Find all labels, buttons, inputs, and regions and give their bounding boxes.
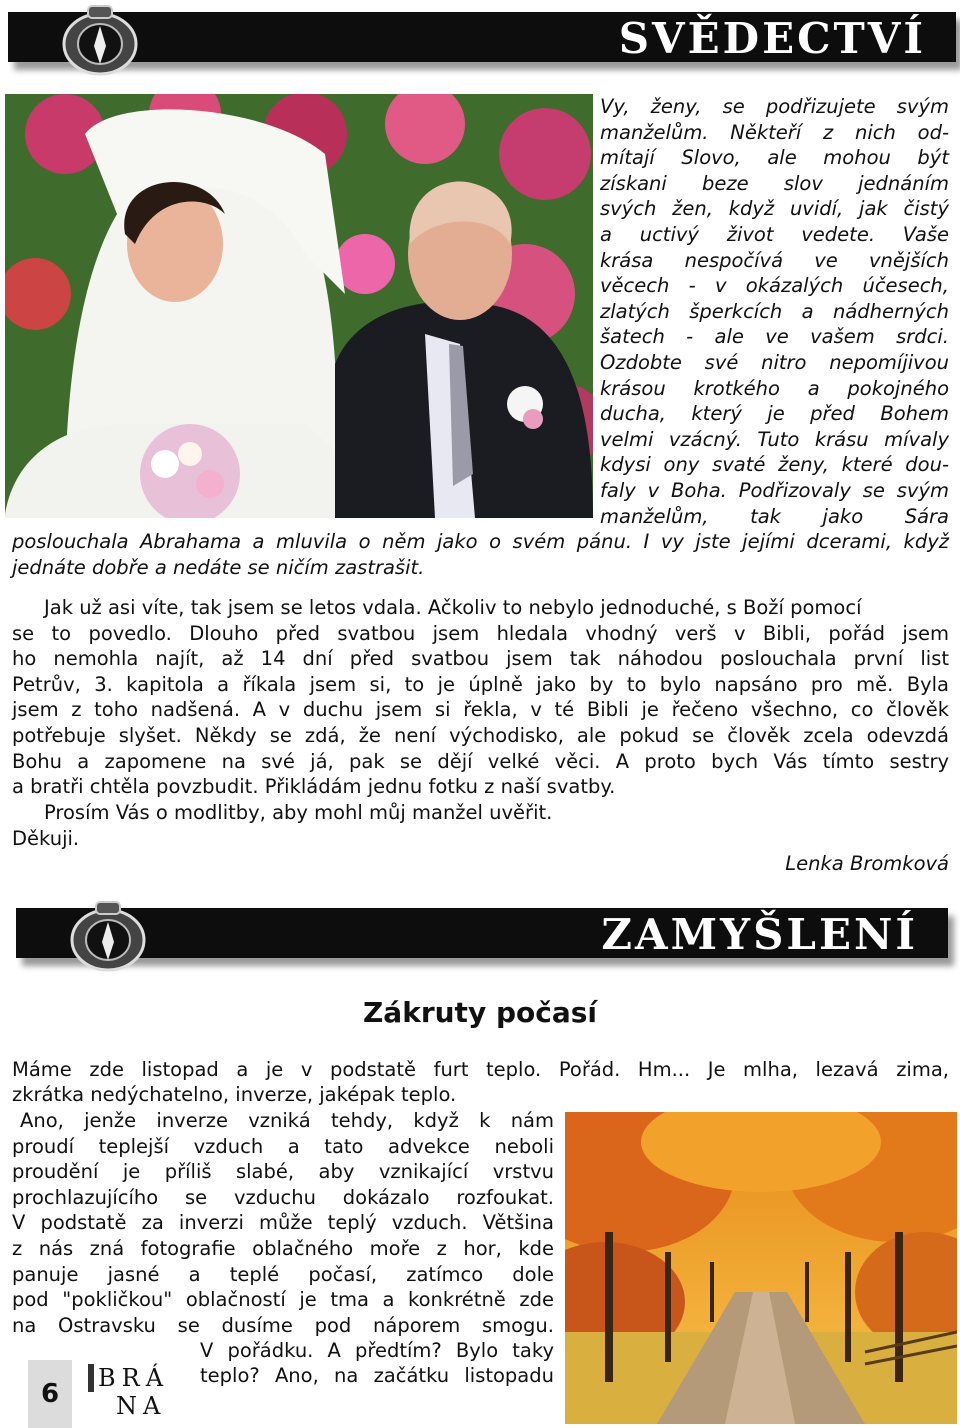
quote-line: manželům, tak jako Sára [600,504,949,528]
quote-full-line: poslouchala Abrahama a mluvila o něm jako o svém pánu. I vy jste jejími dcerami, když [12,530,949,553]
testimony-line: jsem z toho nadšená. A v duchu jsem si řekla, v té Bibli je řečeno všechno, co člověk [12,698,949,721]
article-line: prochlazujícího se vzduchu dokázalo rozfoukat. [12,1185,554,1209]
quote-line: faly v Boha. Podřizovaly se svým [600,478,949,502]
quote-line: ducha, který je před Bohem [600,402,949,426]
brana-logo [88,1364,172,1422]
article-line: teplo? Ano, na začátku listopadu [200,1364,554,1387]
testimony-line: a bratři chtěla povzbudit. Přikládám jednu fotku z naší svatby. [12,775,616,798]
brana-logo-row: NA [116,1392,167,1420]
quote-full-line: jednáte dobře a nedáte se ničím zastrašit. [12,556,425,579]
quote-line: krása nespočívá ve vnějších [600,248,949,272]
wedding-photo-illustration [5,94,593,518]
quote-line: získani beze slov jednáním [600,171,949,195]
testimony-line: se to povedlo. Dlouho před svatbou jsem hledala vhodný verš v Bibli, pořád jsem [12,622,949,645]
quote-line: Ozdobte své nitro nepomíjivou [600,350,949,374]
article-line: proudění je příliš slabé, aby vznikající vrstvu [12,1160,554,1184]
banner-title: ZAMYŠLENÍ [601,910,918,959]
testimony-line: Petrův, 3. kapitola a říkala jsem si, to je úplně jako by to bylo napsáno pro mě. Byla [12,673,949,696]
quote-line: svých žen, když uvidí, jak čistý [600,197,949,221]
autumn-photo-illustration [565,1112,957,1424]
testimony-line: Bohu a zapomene na své já, pak se dějí velké věci. A proto bych Vás tímto sestry [12,750,949,773]
quote-line: Vy, ženy, se podřizujete svým [600,95,949,118]
article-title: Zákruty počasí [363,996,597,1029]
article-intro: Máme zde listopad a je v podstatě furt teplo. Pořád. Hm... Je mlha, lezavá zima, [12,1058,949,1081]
article-line: Ano, jenže inverze vzniká tehdy, když k nám [20,1109,554,1132]
thanks: Děkuji. [12,827,80,850]
banner-svedectvi [8,12,956,74]
testimony-line: Jak už asi víte, tak jsem se letos vdala. Ačkoliv to nebylo jednoduché, s Boží pomocí [44,596,862,619]
quote-line: mítají Slovo, ale mohou být [600,146,949,170]
quote-line: věcech - v okázalých účesech, [600,274,949,298]
banner-zamysleni [16,908,948,970]
banner-title: SVĚDECTVÍ [618,14,926,63]
article-line: na Ostravsku se dusíme pod náporem smogu. [12,1313,554,1337]
section-logo-icon [48,4,158,80]
section-logo-icon [56,900,166,976]
article-line: z nás zná fotografie oblačného moře z hor, kde [12,1236,554,1260]
article-line: pod "pokličkou" oblačností je tma a konkrétně zde [12,1288,554,1312]
article-line: proudí teplejší vzduch a tato advekce neboli [12,1134,554,1158]
testimony-line: ho nemohla najít, až 14 dní před svatbou jsem tak náhodou poslouchala první list [12,647,949,670]
prayer-request: Prosím Vás o modlitby, aby mohl můj manžel uvěřit. [44,801,553,824]
quote-line: zlatých šperkcích a nádherných [600,299,949,323]
article-intro: zkrátka nedýchatelno, inverze, jaképak teplo. [12,1083,457,1106]
brana-logo-row: BRÁ [88,1364,172,1392]
quote-line: krásou krotkého a pokojného [600,376,949,400]
page-number: 6 [28,1360,72,1428]
autumn-alley-photo [565,1112,957,1424]
testimony-line: potřebuje slyšet. Někdy se zdá, že není východisko, ale pokud se člověk zcela odevzdá [12,724,949,747]
author-signature: Lenka Bromková [785,852,949,875]
wedding-photo [5,94,593,518]
article-line: V podstatě za inverzi může teplý vzduch. Většina [12,1211,554,1235]
quote-line: velmi vzácný. Tuto krásu mívaly [600,427,949,451]
quote-line: šatech - ale ve vašem srdci. [600,325,949,349]
article-line: panuje jasné a teplé počasí, zatímco dole [12,1262,554,1286]
quote-line: manželům. Někteří z nich od- [600,120,949,144]
quote-text [600,94,949,529]
article-line: V pořádku. A předtím? Bylo taky [200,1339,554,1362]
quote-line: kdysi ony svaté ženy, které dou- [600,453,949,477]
quote-line: a uctivý život vedete. Vaše [600,222,949,246]
article-paragraph [12,1108,554,1338]
